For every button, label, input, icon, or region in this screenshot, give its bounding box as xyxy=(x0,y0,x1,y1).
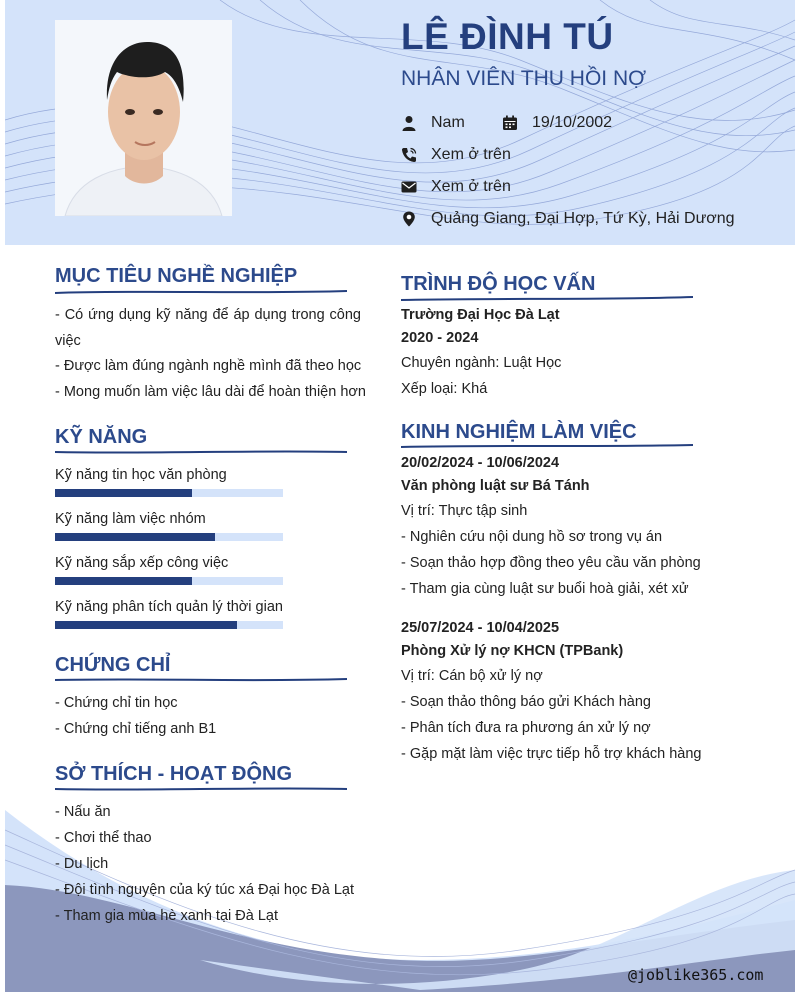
contact-address xyxy=(401,208,735,230)
skills-title: KỸ NĂNG xyxy=(55,426,148,448)
hobby-item: - Tham gia mùa hè xanh tại Đà Lạt xyxy=(55,908,278,924)
job-company: Phòng Xử lý nợ KHCN (TPBank) xyxy=(401,643,624,659)
education-title: TRÌNH ĐỘ HỌC VẤN xyxy=(401,273,596,295)
job-duty: - Soạn thảo hợp đồng theo yêu cầu văn phòng xyxy=(401,555,701,571)
certificate-item: - Chứng chỉ tiếng anh B1 xyxy=(55,721,217,737)
education-major: Chuyên ngành: Luật Học xyxy=(401,355,562,371)
person-icon xyxy=(401,115,417,131)
skill-label: Kỹ năng sắp xếp công việc xyxy=(55,555,229,571)
hobby-item: - Du lịch xyxy=(55,856,109,872)
job-duty: - Soạn thảo thông báo gửi Khách hàng xyxy=(401,694,651,710)
job-position: Vị trí: Thực tập sinh xyxy=(401,503,528,519)
certificate-item: - Chứng chỉ tin học xyxy=(55,695,178,711)
job-duty: - Tham gia cùng luật sư buổi hoà giải, xét xử xyxy=(401,581,689,597)
job-period: 25/07/2024 - 10/04/2025 xyxy=(401,620,560,636)
objective-line: - Mong muốn làm việc lâu dài để hoàn thiện hơn xyxy=(55,384,366,400)
phone-value: Xem ở trên xyxy=(431,146,511,163)
education-school: Trường Đại Học Đà Lạt xyxy=(401,307,560,323)
objective-paragraph: - Có ứng dụng kỹ năng để áp dụng trong công việc xyxy=(55,307,361,349)
hobbies-underline xyxy=(55,786,347,792)
job-duty: - Gặp mặt làm việc trực tiếp hỗ trợ khách hàng xyxy=(401,746,702,762)
certificates-underline xyxy=(55,677,347,683)
skill-label: Kỹ năng phân tích quản lý thời gian xyxy=(55,599,283,615)
contact-gender xyxy=(401,112,465,134)
address-value: Quảng Giang, Đại Hợp, Tứ Kỳ, Hải Dương xyxy=(431,210,735,227)
skill-label: Kỹ năng tin học văn phòng xyxy=(55,467,227,483)
education-underline xyxy=(401,296,693,302)
objective-title: MỤC TIÊU NGHỀ NGHIỆP xyxy=(55,265,298,287)
dob-value: 19/10/2002 xyxy=(532,114,613,131)
job-title: NHÂN VIÊN THU HỒI NỢ xyxy=(401,67,647,90)
objective-line: - Được làm đúng ngành nghề mình đã theo học xyxy=(55,358,362,374)
email-value: Xem ở trên xyxy=(431,178,511,195)
skill-label: Kỹ năng làm việc nhóm xyxy=(55,511,206,527)
hobbies-title: SỞ THÍCH - HOẠT ĐỘNG xyxy=(55,763,293,785)
job-company: Văn phòng luật sư Bá Tánh xyxy=(401,478,590,494)
experience-title: KINH NGHIỆM LÀM VIỆC xyxy=(401,421,637,443)
gender-value: Nam xyxy=(431,114,465,131)
envelope-icon xyxy=(401,179,417,195)
phone-icon xyxy=(401,147,417,163)
skill-bar xyxy=(55,621,283,629)
job-position: Vị trí: Cán bộ xử lý nợ xyxy=(401,668,543,684)
job-period: 20/02/2024 - 10/06/2024 xyxy=(401,455,560,471)
hobby-item: - Nấu ăn xyxy=(55,804,111,820)
experience-underline xyxy=(401,443,693,449)
watermark: @joblike365.com xyxy=(628,966,764,984)
hobby-item: - Đội tình nguyện của ký túc xá Đại học Đà Lạt xyxy=(55,882,355,898)
hobby-item: - Chơi thể thao xyxy=(55,830,152,846)
contact-email xyxy=(401,176,511,198)
skills-underline xyxy=(55,449,347,455)
job-duty: - Phân tích đưa ra phương án xử lý nợ xyxy=(401,720,651,736)
contact-phone xyxy=(401,144,511,166)
job-duty: - Nghiên cứu nội dung hồ sơ trong vụ án xyxy=(401,529,663,545)
calendar-icon xyxy=(502,115,518,131)
education-grade: Xếp loại: Khá xyxy=(401,381,488,397)
profile-photo xyxy=(55,20,232,216)
skill-bar xyxy=(55,577,283,585)
skill-bar xyxy=(55,489,283,497)
contact-dob xyxy=(502,112,612,134)
certificates-title: CHỨNG CHỈ xyxy=(55,654,171,676)
skill-bar xyxy=(55,533,283,541)
candidate-name: LÊ ĐÌNH TÚ xyxy=(401,16,614,57)
education-period: 2020 - 2024 xyxy=(401,330,479,346)
objective-underline xyxy=(55,289,347,295)
map-pin-icon xyxy=(401,211,417,227)
